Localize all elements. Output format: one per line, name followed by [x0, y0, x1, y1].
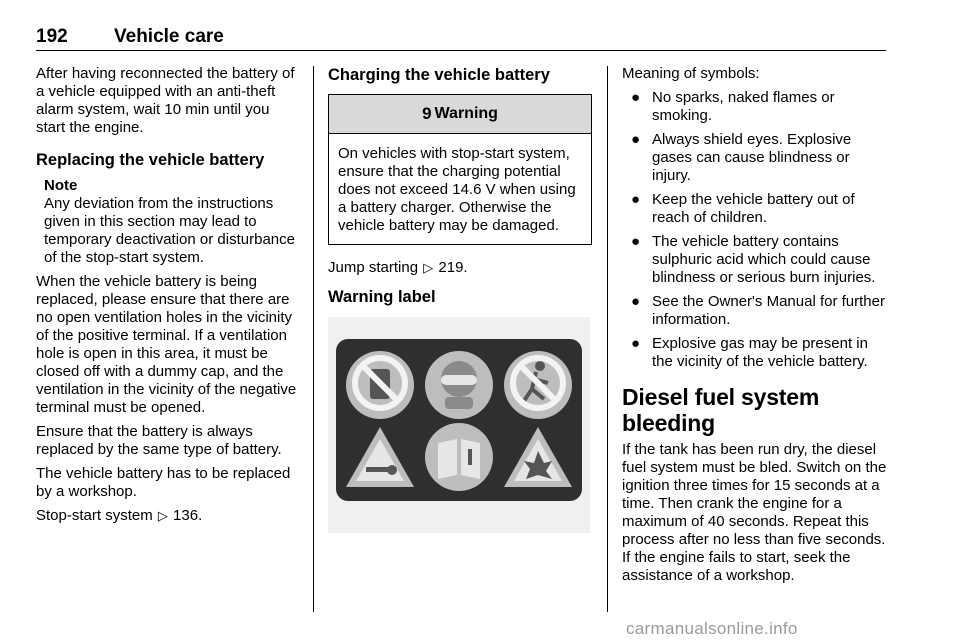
section-heading-warning-label: Warning label — [328, 288, 436, 306]
column-divider — [313, 66, 314, 612]
warning-title: Warning — [434, 105, 498, 122]
warning-box — [328, 94, 592, 245]
note-text: Any deviation from the instructions given in this section may lead to temporary deactivation or disturbance of the stop-start system. — [44, 195, 295, 266]
eye-protection-icon — [425, 351, 493, 419]
chapter-title: Vehicle care — [114, 26, 224, 47]
list-item: ● The vehicle battery contains sulphuric acid which could cause blindness or serious burn injuries. — [631, 233, 876, 286]
reference-page: 219. — [438, 259, 468, 276]
list-item: ● Always shield eyes. Explosive gases can cause blindness or injury. — [631, 131, 852, 184]
column-2 — [328, 65, 592, 533]
explosive-icon — [504, 427, 572, 487]
paragraph: When the vehicle battery is being replaced, please ensure that there are no open ventilation holes in the vicinity of the positive terminal. If a ventilation hole is open in this area, it must be closed off with a dummy cap, and the ventilation in the vicinity of the negative terminal must be opened. — [36, 273, 297, 416]
note-label: Note — [44, 177, 78, 194]
paragraph: Ensure that the battery is always replaced by the same type of battery. — [36, 423, 282, 458]
warning-label-image — [328, 317, 590, 533]
list-item: ● No sparks, naked flames or smoking. — [631, 89, 835, 124]
cross-reference[interactable] — [328, 259, 592, 277]
reference-page: 136. — [173, 507, 203, 524]
list-item: ● Explosive gas may be present in the vicinity of the vehicle battery. — [631, 335, 868, 370]
reference-arrow-icon: ▷ — [157, 508, 168, 523]
section-heading-diesel: Diesel fuel system bleeding — [622, 384, 820, 436]
warning-icon: 9 — [422, 104, 432, 123]
reference-text: Stop-start system — [36, 507, 153, 524]
column-1 — [36, 65, 302, 525]
no-flames-icon — [346, 351, 414, 419]
warning-header — [329, 95, 591, 134]
acid-warning-icon — [346, 427, 414, 487]
list-item: ● Keep the vehicle battery out of reach of children. — [631, 191, 855, 226]
note-block — [44, 177, 302, 267]
page-header — [36, 26, 886, 52]
column-3 — [622, 65, 888, 585]
column-divider — [607, 66, 608, 612]
page-number: 192 — [36, 26, 68, 47]
section-heading-charging: Charging the vehicle battery — [328, 66, 550, 84]
warning-symbols — [336, 339, 582, 501]
keep-children-away-icon — [504, 351, 572, 419]
diesel-paragraph: If the tank has been run dry, the diesel fuel system must be bled. Switch on the ignition three times for 15 seconds at a time. Then crank the engine for a maximum of 40 seconds. Repeat this process after no less than five seconds. If the engine fails to start, seek the assistance of a workshop. — [622, 441, 887, 584]
reference-text: Jump starting — [328, 259, 419, 276]
section-heading-replacing: Replacing the vehicle battery — [36, 151, 265, 169]
cross-reference[interactable] — [36, 507, 302, 525]
header-rule — [36, 50, 886, 51]
intro-paragraph: After having reconnected the battery of a vehicle equipped with an anti-theft alarm system, wait 10 min until you start the engine. — [36, 65, 295, 136]
reference-arrow-icon: ▷ — [423, 260, 434, 275]
warning-label-panel — [336, 339, 582, 501]
warning-text: On vehicles with stop-start system, ensure that the charging potential does not exceed 14.6 V when using a battery charger. Otherwise the vehicle battery may be damaged. — [338, 145, 576, 234]
read-manual-icon — [425, 423, 493, 491]
symbols-list — [622, 89, 888, 371]
symbols-intro: Meaning of symbols: — [622, 65, 760, 82]
list-item: ● See the Owner's Manual for further information. — [631, 293, 885, 328]
paragraph: The vehicle battery has to be replaced by a workshop. — [36, 465, 291, 500]
watermark: carmanualsonline.info — [626, 619, 798, 638]
